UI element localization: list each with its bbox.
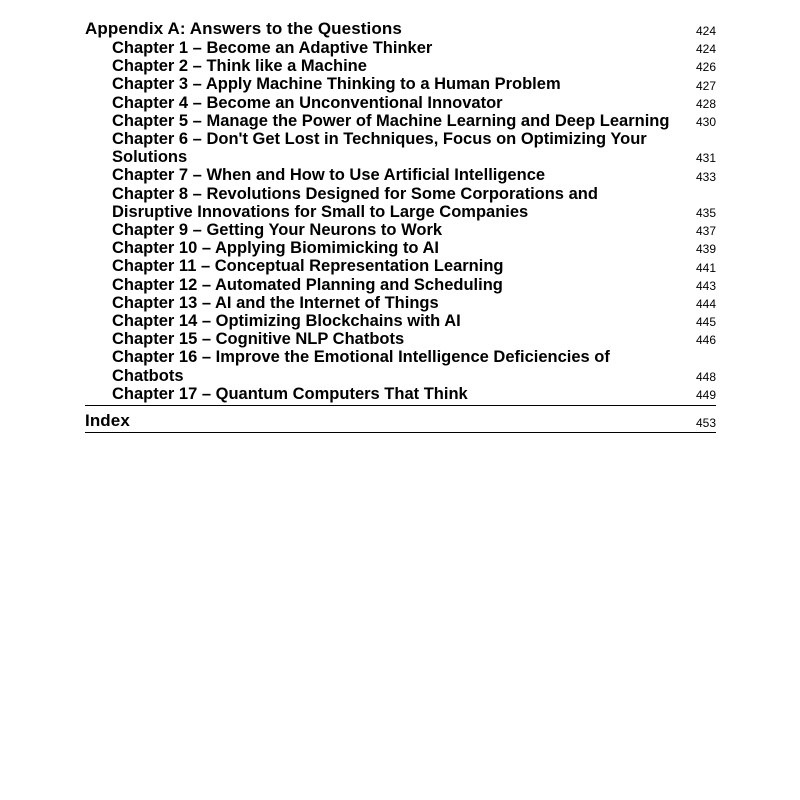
chapter-list	[85, 39, 716, 405]
entry-page-number: 426	[695, 60, 716, 75]
entry-page-number: 427	[695, 78, 716, 93]
entry-page-number: 444	[695, 297, 716, 312]
toc-entry[interactable]	[112, 130, 716, 166]
toc-entry[interactable]	[112, 348, 716, 384]
toc-entry[interactable]	[112, 312, 716, 330]
toc-entry[interactable]	[112, 185, 716, 221]
section-title: Appendix A: Answers to the Questions	[85, 19, 402, 38]
entry-page-number: 430	[695, 115, 716, 130]
entry-title: Chapter 2 – Think like a Machine	[112, 57, 367, 76]
entry-title: Chapter 8 – Revolutions Designed for Some Corporations and Disruptive Innovations for Small to Large Companies	[112, 184, 598, 221]
entry-page-number: 448	[695, 369, 716, 384]
entry-title: Chapter 3 – Apply Machine Thinking to a Human Problem	[112, 75, 561, 94]
toc-entry[interactable]	[112, 221, 716, 239]
entry-title: Chapter 10 – Applying Biomimicking to AI	[112, 239, 439, 258]
entry-page-number: 439	[695, 242, 716, 257]
entry-page-number: 428	[695, 96, 716, 111]
entry-title: Chapter 9 – Getting Your Neurons to Work	[112, 221, 443, 240]
toc-entry[interactable]	[112, 57, 716, 75]
entry-title: Chapter 4 – Become an Unconventional Innovator	[112, 93, 503, 112]
entry-page-number: 445	[695, 315, 716, 330]
entry-page-number: 435	[695, 206, 716, 221]
toc-section-heading-row[interactable]	[85, 411, 716, 432]
toc-section-index	[85, 411, 716, 433]
entry-page-number: 437	[695, 224, 716, 239]
entry-page-number: 449	[695, 388, 716, 403]
entry-title: Chapter 17 – Quantum Computers That Think	[112, 384, 468, 403]
toc-entry[interactable]	[112, 166, 716, 184]
entry-page-number: 431	[695, 151, 716, 166]
toc-entry[interactable]	[112, 94, 716, 112]
section-title: Index	[85, 411, 130, 431]
entry-title: Chapter 16 – Improve the Emotional Intelligence Deficiencies of Chatbots	[112, 348, 610, 385]
entry-title: Chapter 14 – Optimizing Blockchains with AI	[112, 312, 461, 331]
entry-title: Chapter 13 – AI and the Internet of Things	[112, 293, 439, 312]
table-of-contents	[85, 19, 716, 433]
entry-title: Chapter 15 – Cognitive NLP Chatbots	[112, 330, 405, 349]
entry-title: Chapter 6 – Don't Get Lost in Techniques, Focus on Optimizing Your Solutions	[112, 130, 647, 167]
section-page-number: 453	[695, 416, 716, 431]
toc-section-heading-row[interactable]	[85, 19, 716, 39]
toc-entry[interactable]	[112, 276, 716, 294]
entry-page-number: 443	[695, 278, 716, 293]
entry-title: Chapter 1 – Become an Adaptive Thinker	[112, 39, 433, 57]
toc-entry[interactable]	[112, 75, 716, 93]
toc-entry[interactable]	[112, 257, 716, 275]
entry-page-number: 441	[695, 260, 716, 275]
toc-entry[interactable]	[112, 112, 716, 130]
entry-page-number: 433	[695, 169, 716, 184]
entry-title: Chapter 12 – Automated Planning and Scheduling	[112, 275, 503, 294]
toc-entry[interactable]	[112, 239, 716, 257]
toc-section-appendix-a	[85, 19, 716, 406]
entry-page-number: 446	[695, 333, 716, 348]
toc-entry[interactable]	[112, 330, 716, 348]
toc-entry[interactable]	[112, 294, 716, 312]
section-page-number: 424	[695, 24, 716, 38]
entry-page-number: 424	[695, 42, 716, 57]
entry-title: Chapter 11 – Conceptual Representation Learning	[112, 257, 504, 276]
entry-title: Chapter 7 – When and How to Use Artificial Intelligence	[112, 166, 546, 185]
entry-title: Chapter 5 – Manage the Power of Machine Learning and Deep Learning	[112, 111, 670, 130]
toc-entry[interactable]	[112, 39, 716, 57]
toc-entry[interactable]	[112, 385, 716, 403]
